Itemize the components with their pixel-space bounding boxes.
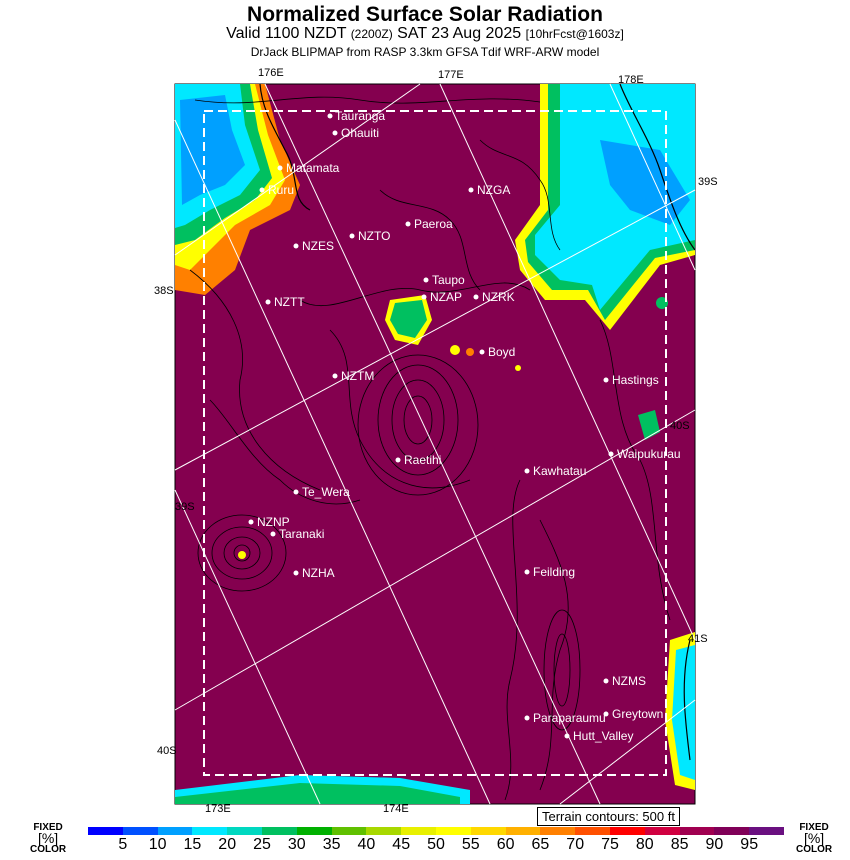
place-marker (396, 458, 401, 463)
fixed-color-label-right: FIXED [%] COLOR (796, 822, 833, 855)
color-scale-segment (506, 827, 541, 835)
color-scale-tick-label: 50 (427, 836, 445, 853)
valid-prefix: Valid 1100 NZDT (226, 25, 347, 42)
fixed-color-label-left: FIXED [%] COLOR (30, 822, 67, 855)
color-scale-segment (714, 827, 749, 835)
color-scale-tick-label: 25 (253, 836, 271, 853)
place-marker (249, 520, 254, 525)
color-scale-bar (88, 827, 784, 835)
color-scale-segment (540, 827, 575, 835)
color-scale-segment (88, 827, 123, 835)
color-scale-tick-label: 30 (287, 836, 306, 853)
color-scale-tick-label: 55 (461, 836, 480, 853)
place-marker (480, 350, 485, 355)
place-marker (266, 300, 271, 305)
utc-time: (2200Z) (350, 27, 393, 41)
place-label: Matamata (286, 161, 340, 175)
color-scale-segment (471, 827, 506, 835)
place-label: Hastings (612, 373, 659, 387)
place-marker (294, 571, 299, 576)
radiation-spot (466, 348, 474, 356)
place-marker (422, 295, 427, 300)
place-label: NZRK (482, 290, 515, 304)
color-scale-segment (645, 827, 680, 835)
place-label: NZNP (257, 515, 290, 529)
color-scale-segment (158, 827, 193, 835)
color-scale-tick-label: 90 (705, 836, 724, 853)
lat-label: 41S (688, 633, 708, 645)
place-marker (474, 295, 479, 300)
color-scale-segment (366, 827, 401, 835)
place-label: NZAP (430, 290, 463, 304)
place-marker (525, 469, 530, 474)
place-marker (525, 570, 530, 575)
radiation-spot (238, 551, 246, 559)
color-scale-segment (401, 827, 436, 835)
color-scale-segment (749, 827, 784, 835)
color-scale-tick-label: 35 (322, 836, 341, 853)
lat-label: 38S (154, 285, 174, 297)
radiation-spot (515, 365, 521, 371)
place-marker (424, 278, 429, 283)
place-marker (350, 234, 355, 239)
lat-label: 39S (698, 176, 718, 188)
color-scale-tick-label: 15 (183, 836, 202, 853)
place-marker (333, 374, 338, 379)
color-scale-tick-label: 65 (531, 836, 550, 853)
lon-label: 176E (258, 67, 284, 79)
place-label: NZHA (302, 566, 335, 580)
color-scale-segment (297, 827, 332, 835)
place-marker (525, 716, 530, 721)
place-label: Hutt_Valley (573, 729, 634, 743)
color-scale-tick-label: 5 (118, 836, 128, 853)
chart-title: Normalized Surface Solar Radiation (247, 3, 603, 26)
place-marker (260, 188, 265, 193)
place-label: Tauranga (335, 109, 386, 123)
model-source: DrJack BLIPMAP from RASP 3.3km GFSA Tdif WRF-ARW model (250, 45, 600, 59)
place-marker (271, 532, 276, 537)
place-label: NZMS (612, 674, 646, 688)
color-scale-segment (192, 827, 227, 835)
place-marker (406, 222, 411, 227)
color-scale-tick-label: 45 (392, 836, 411, 853)
place-label: Feilding (533, 565, 576, 579)
lat-label: 39S (175, 501, 195, 513)
lon-label: 174E (383, 803, 409, 815)
place-label: Paeroa (414, 217, 453, 231)
place-label: NZGA (477, 183, 511, 197)
place-marker (294, 244, 299, 249)
radiation-spot (450, 345, 460, 355)
place-label: Greytown (612, 707, 664, 721)
color-scale-segment (123, 827, 158, 835)
color-scale-segment (262, 827, 297, 835)
lon-label: 178E (618, 74, 644, 86)
color-scale-tick-label: 20 (218, 836, 237, 853)
terrain-contour-note: Terrain contours: 500 ft (537, 807, 680, 826)
color-scale-tick-label: 85 (670, 836, 689, 853)
place-marker (333, 131, 338, 136)
place-label: NZES (302, 239, 335, 253)
color-scale-segment (680, 827, 715, 835)
place-label: Paraparaumu (533, 711, 606, 725)
place-label: Ohauiti (341, 126, 380, 140)
color-scale-segment (227, 827, 262, 835)
valid-date: SAT 23 Aug 2025 (397, 25, 522, 42)
place-marker (604, 679, 609, 684)
place-label: Te_Wera (302, 485, 350, 499)
color-scale-segment (610, 827, 645, 835)
place-label: NZTO (358, 229, 391, 243)
lon-label: 177E (438, 69, 464, 81)
place-label: Raetihi (404, 453, 442, 467)
color-scale-tick-label: 95 (740, 836, 759, 853)
forecast-info: [10hrFcst@1603z] (525, 27, 624, 41)
color-scale-tick-label: 70 (566, 836, 585, 853)
place-label: NZTT (274, 295, 305, 309)
place-label: Ruru (268, 183, 295, 197)
lat-label: 40S (670, 420, 690, 432)
place-marker (328, 114, 333, 119)
place-marker (604, 378, 609, 383)
lon-label: 173E (205, 803, 231, 815)
place-marker (278, 166, 283, 171)
place-label: NZTM (341, 369, 375, 383)
color-scale-segment (332, 827, 367, 835)
color-scale-tick-label: 10 (148, 836, 167, 853)
color-scale-segment (575, 827, 610, 835)
color-scale-segment (436, 827, 471, 835)
color-scale-ticks (88, 836, 784, 856)
place-marker (609, 452, 614, 457)
place-marker (565, 734, 570, 739)
lat-label: 40S (157, 745, 177, 757)
place-label: Boyd (488, 345, 516, 359)
place-label: Kawhatau (533, 464, 587, 478)
color-scale-tick-label: 80 (635, 836, 654, 853)
place-label: Taranaki (279, 527, 325, 541)
place-marker (294, 490, 299, 495)
color-scale-tick-label: 40 (357, 836, 376, 853)
place-label: Waipukurau (617, 447, 681, 461)
place-label: Taupo (432, 273, 465, 287)
color-scale-tick-label: 75 (601, 836, 619, 853)
color-scale-tick-label: 60 (496, 836, 515, 853)
place-marker (469, 188, 474, 193)
